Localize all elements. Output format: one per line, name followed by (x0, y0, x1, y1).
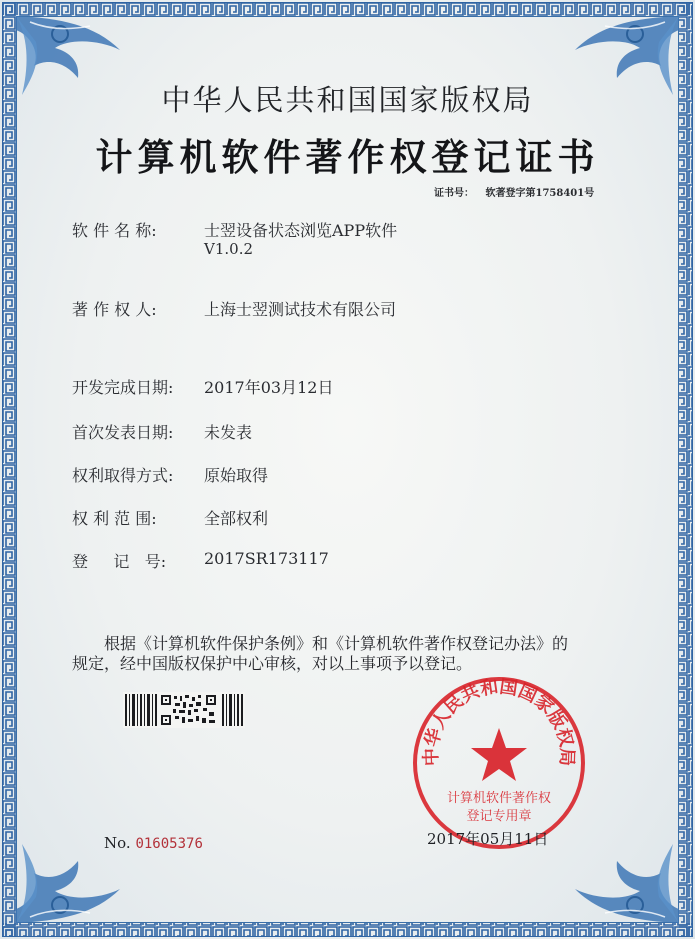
certificate-number-value: 软著登字第1758401号 (485, 188, 595, 199)
copyright-owner-label: 著 作 权 人: (72, 300, 157, 319)
registration-number-value: 2017SR173117 (204, 549, 329, 568)
serial-number-prefix: No. (104, 834, 131, 852)
acquisition-method-value: 原始取得 (204, 466, 269, 485)
statement-line-1: 根据《计算机软件保护条例》和《计算机软件著作权登记办法》的 (104, 634, 569, 653)
software-name-value: 士翌设备状态浏览APP软件 (204, 221, 398, 240)
seal-line-2: 登记专用章 (466, 809, 532, 824)
star-icon (471, 728, 527, 781)
issue-date: 2017年05月11日 (427, 830, 549, 848)
software-version-value: V1.0.2 (204, 240, 253, 258)
statement-line-2: 规定，经中国版权保护中心审核，对以上事项予以登记。 (72, 654, 473, 673)
software-name-label: 软 件 名 称: (72, 221, 157, 240)
copyright-owner-value: 上海士翌测试技术有限公司 (204, 300, 397, 319)
official-seal (410, 674, 588, 852)
corner-ornament-icon (545, 839, 695, 939)
certificate-number-label: 证书号： (434, 188, 474, 199)
rights-scope-value: 全部权利 (204, 509, 269, 528)
serial-number (104, 834, 203, 852)
completion-date-value: 2017年03月12日 (204, 378, 334, 397)
acquisition-method-label: 权利取得方式: (72, 466, 174, 485)
certificate-title: 计算机软件著作权登记证书 (95, 135, 600, 179)
serial-number-digits: 01605376 (135, 836, 203, 852)
barcode-icon (123, 692, 245, 728)
registration-number-label: 登 记 号: (72, 552, 167, 571)
completion-date-label: 开发完成日期: (72, 378, 174, 397)
seal-line-1: 计算机软件著作权 (446, 791, 552, 806)
rights-scope-label: 权 利 范 围: (72, 509, 157, 528)
publish-date-value: 未发表 (204, 423, 253, 442)
issuer-title: 中华人民共和国国家版权局 (161, 83, 534, 117)
corner-ornament-icon (0, 839, 150, 939)
publish-date-label: 首次发表日期: (72, 423, 174, 442)
seal-arc-text: 中华人民共和国国家版权局 (420, 676, 578, 767)
certificate-number (434, 184, 594, 199)
